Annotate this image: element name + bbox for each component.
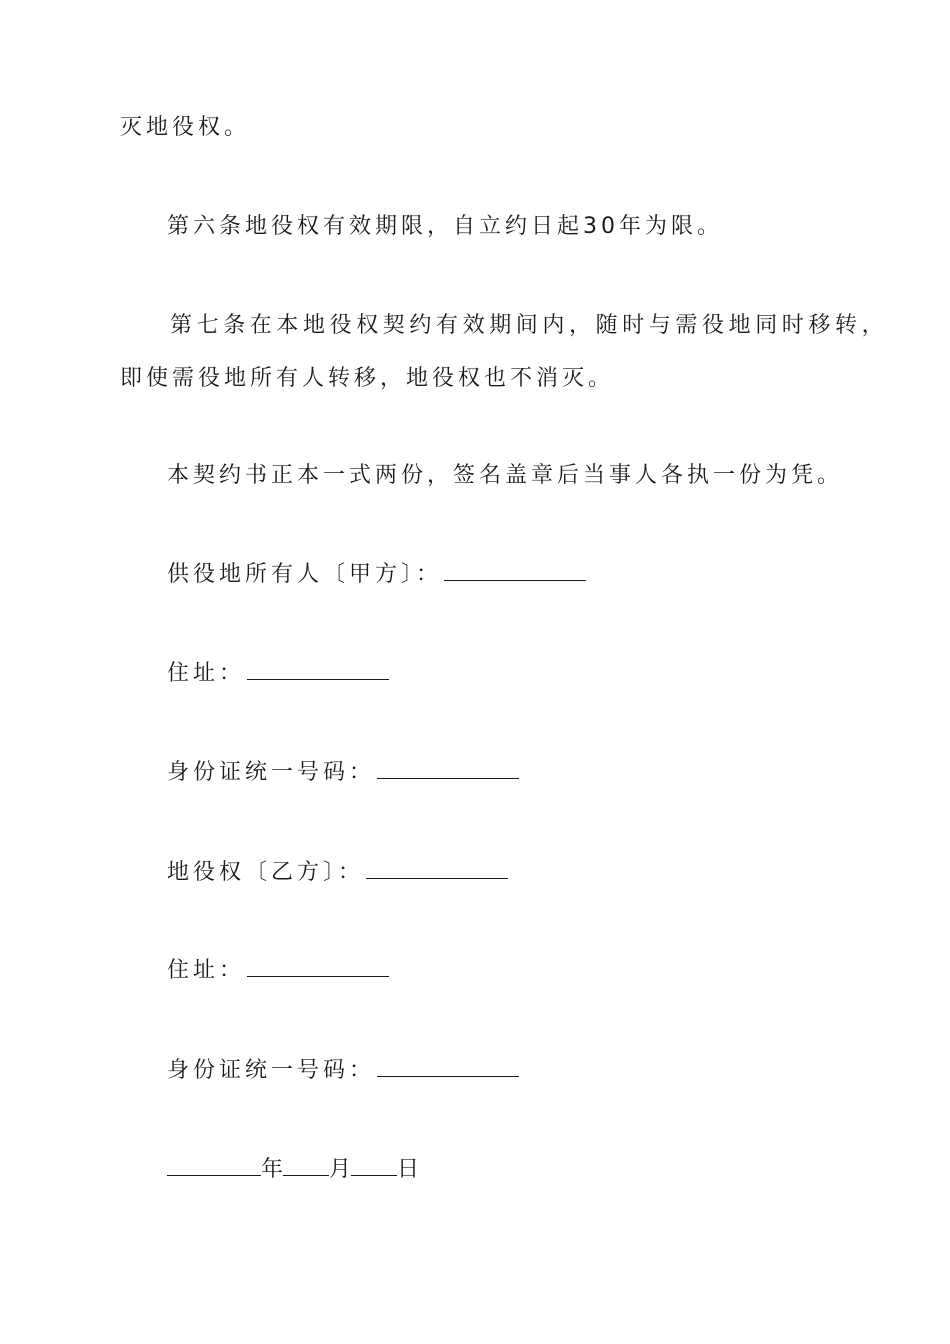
address-a-line bbox=[167, 659, 389, 689]
id-a-label: 身份证统一号码： bbox=[167, 760, 376, 785]
day-blank[interactable] bbox=[351, 1155, 397, 1176]
party-b-label: 地役权〔乙方〕： bbox=[167, 860, 365, 885]
article-7-line-2-text: 即使需役地所有人转移，地役权也不消灭。 bbox=[120, 366, 615, 391]
copies-clause bbox=[167, 461, 843, 491]
article-6-text: 第六条地役权有效期限，自立约日起30年为限。 bbox=[167, 214, 723, 239]
address-b-label: 住址： bbox=[167, 958, 246, 983]
address-b-line bbox=[167, 956, 389, 986]
id-a-line bbox=[167, 758, 519, 788]
paragraph-continuation bbox=[120, 113, 250, 143]
year-blank[interactable] bbox=[167, 1155, 261, 1176]
day-label: 日 bbox=[397, 1157, 420, 1182]
article-7-line-1 bbox=[170, 311, 888, 341]
year-label: 年 bbox=[261, 1157, 284, 1182]
copies-clause-text: 本契约书正本一式两份，签名盖章后当事人各执一份为凭。 bbox=[167, 463, 844, 488]
date-line bbox=[167, 1155, 419, 1185]
address-a-blank[interactable] bbox=[247, 659, 389, 680]
id-b-label: 身份证统一号码： bbox=[167, 1058, 376, 1083]
party-b-line bbox=[167, 858, 508, 888]
id-b-blank[interactable] bbox=[377, 1056, 519, 1077]
party-a-blank[interactable] bbox=[444, 560, 586, 581]
address-a-label: 住址： bbox=[167, 661, 246, 686]
address-b-blank[interactable] bbox=[247, 956, 389, 977]
article-6 bbox=[167, 212, 723, 242]
party-a-line bbox=[167, 560, 586, 590]
article-7-line-1-text: 第七条在本地役权契约有效期间内，随时与需役地同时移转， bbox=[170, 313, 889, 338]
id-b-line bbox=[167, 1056, 519, 1086]
party-b-blank[interactable] bbox=[366, 858, 508, 879]
paragraph-continuation-text: 灭地役权。 bbox=[120, 115, 251, 140]
month-label: 月 bbox=[329, 1157, 352, 1182]
id-a-blank[interactable] bbox=[377, 758, 519, 779]
month-blank[interactable] bbox=[283, 1155, 329, 1176]
party-a-label: 供役地所有人〔甲方〕： bbox=[167, 562, 443, 587]
article-7-line-2 bbox=[120, 364, 614, 394]
